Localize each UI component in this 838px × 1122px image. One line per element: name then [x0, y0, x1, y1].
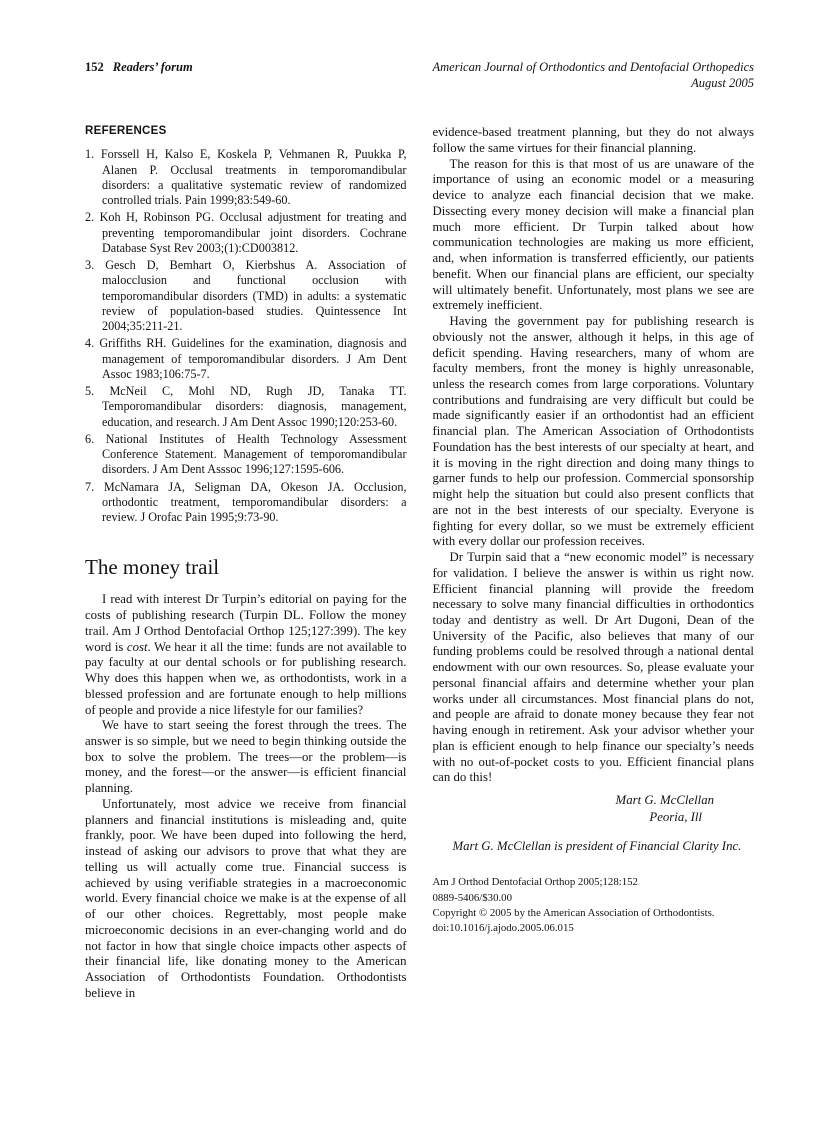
footer-doi: doi:10.1016/j.ajodo.2005.06.015: [432, 922, 574, 935]
reference-number: 5.: [85, 384, 95, 398]
article-paragraph: Dr Turpin said that a “new economic model” is necessary for validation. I believe the answer is within us right now. Efficient financial planning will provide the freedom necessary to solve many financial difficulties in orthodontics today and dentistry as well. Dr Art Dugoni, Dean of the University of the Pacific, also believes that many of our funding problems could be resolved through a national dental endowment with our own resources. So, please evaluate your personal financial affairs and determine whether your plan works under all circumstances. Most financial plans do not, and people are afraid to donate money because they fear not having enough in retirement. Ask your advisor whether your plan is efficient enough to help finance our specialty’s needs with no out-of-pocket costs to you. Efficient financial plans can do this!: [432, 550, 754, 785]
page-number: 152: [85, 60, 104, 74]
reference-number: 3.: [85, 258, 95, 272]
issue-date: August 2005: [691, 75, 754, 90]
author-signature: [433, 792, 755, 825]
reference-number: 2.: [85, 210, 95, 225]
footer-issn-price: 0889-5406/$30.00: [432, 891, 512, 904]
reference-item: [85, 384, 407, 430]
article-paragraph: We have to start seeing the forest through the trees. The answer is so simple, but we need to begin thinking outside the box to solve the problem. The trees—or the problem—is money, and the forest—or the answer—is efficient financial planning.: [85, 718, 407, 796]
article-paragraph: Unfortunately, most advice we receive from financial planners and financial institutions is misleading and, quite frankly, poor. We have been duped into following the herd, instead of asking our advisors to prove that what they are telling us will actually come true. Financial success is achieved by using verifiable strategies in a macroeconomic world. Every financial choice we make is at the expense of all of our other choices. Regrettably, most people make microeconomic decisions in an ever-changing world and do not factor in how that single choice impacts other aspects of their financial life, like donating money to the American Association of Orthodontists Foundation. Orthodontists believe in: [85, 796, 407, 1000]
footer-copyright: Copyright © 2005 by the American Association of Orthodontists.: [432, 906, 715, 919]
reference-number: 6.: [85, 431, 95, 446]
article-title: The money trail: [85, 555, 220, 580]
reference-item: [85, 258, 407, 334]
italic-term: cost: [126, 639, 148, 654]
reference-item: [85, 147, 407, 208]
journal-title: American Journal of Orthodontics and Dentofacial Orthopedics: [432, 60, 754, 74]
references-list: [85, 147, 407, 525]
author-byline: Mart G. McClellan is president of Financial Clarity Inc.: [452, 839, 742, 854]
author-name: Mart G. McClellan: [615, 793, 714, 808]
reference-item: [85, 480, 407, 526]
references-heading: REFERENCES: [85, 125, 167, 138]
reference-number: 1.: [85, 147, 95, 162]
article-footer: [433, 875, 755, 936]
article-paragraph-continued: evidence-based treatment planning, but they do not always follow the same virtues for their financial planning.: [432, 125, 754, 155]
article-paragraph: Having the government pay for publishing research is obviously not the answer, although it helps, in this age of deficit spending. Having researchers, many of whom are faculty members, front the money is highly unreasonable, unless the research comes from large corporations. Voluntary contributions and fundraising are very difficult but could be made significantly easier if an orthodontist had an efficient financial plan. The American Association of Orthodontists Foundation has the best interests of our specialty at heart, and it is moving in the right direction and doing many things to garner funds to help our profession. Commercial sponsorship might help the situation but could also present conflicts that are not in the best interests of our specialty. Everyone is fighting for every dollar, so we must be extremely efficient with every dollar our profession receives.: [432, 314, 754, 549]
paragraph-text: I read with interest Dr Turpin’s editorial on paying for the costs of publishing research (Turpin DL. Follow the money trail. Am J Orthod Dentofacial Orthop 125;127:399). The key word is: [85, 592, 407, 654]
reference-text: Griffiths RH. Guidelines for the examination, diagnosis and management of temporomandibular disorders. J Am Dent Assoc 1983;106:75-7.: [99, 336, 407, 381]
article-paragraph: [85, 592, 407, 718]
running-head-left: [85, 60, 193, 76]
running-head: [85, 60, 754, 91]
section-title: Readers’ forum: [112, 60, 193, 74]
two-column-body: [85, 125, 754, 1001]
article-paragraph: The reason for this is that most of us are unaware of the importance of using an economic model or a measuring device to analyze each financial decision that we make. Dissecting every money decision will make a financial plan much more efficient. Dr Turpin talked about how communication technologies are making us more efficient, and, when information is transferred efficiently, our patients benefit. When our financial plans are efficient, our specialty will ultimately benefit. Unfortunately, most plans we see are extremely inefficient.: [432, 156, 754, 313]
reference-item: [85, 432, 407, 478]
running-head-right: [433, 60, 755, 91]
reference-text: McNeil C, Mohl ND, Rugh JD, Tanaka TT. Temporomandibular disorders: diagnosis, management, education, and research. J Am Dent Assoc 1990;120:253-60.: [102, 384, 407, 429]
right-column: [433, 125, 755, 1001]
reference-number: 7.: [85, 479, 95, 494]
reference-text: National Institutes of Health Technology Assessment Conference Statement. Management of temporomandibular disorders. J Am Dent Asssoc 1996;127:1595-606.: [102, 431, 407, 477]
reference-text: Gesch D, Bemhart O, Kierbshus A. Association of malocclusion and functional occlusion with temporomandibular disorders (TMD) in adults: a systematic review of population-based studies. Quintessence Int 2004;35:211-21.: [102, 258, 407, 333]
reference-number: 4.: [85, 336, 95, 351]
reference-item: [85, 210, 407, 256]
left-column: [85, 125, 407, 1001]
paragraph-text: . We hear it all the time: funds are not available to pay faculty at our dental schools or for publishing research. Why does this happen when we, as orthodontists, work in a blessed profession and are fortunate enough to help millions of people and provide a nice lifestyle for our families?: [85, 639, 407, 717]
reference-text: Koh H, Robinson PG. Occlusal adjustment for treating and preventing temporomandibular joint disorders. Cochrane Database Syst Rev 2003;(1):CD003812.: [99, 210, 407, 255]
footer-citation: Am J Orthod Dentofacial Orthop 2005;128:152: [432, 876, 638, 889]
reference-text: Forssell H, Kalso E, Koskela P, Vehmanen R, Puukka P, Alanen P. Occlusal treatments in temporomandibular disorders: a qualitative systematic review of randomized controlled trials. Pain 1999;83:549-60.: [100, 147, 407, 207]
reference-text: McNamara JA, Seligman DA, Okeson JA. Occlusion, orthodontic treatment, temporomandibular disorders: a review. J Orofac Pain 1995;9:73-90.: [102, 479, 407, 524]
reference-item: [85, 336, 407, 382]
author-location: Peoria, Ill: [649, 809, 702, 824]
